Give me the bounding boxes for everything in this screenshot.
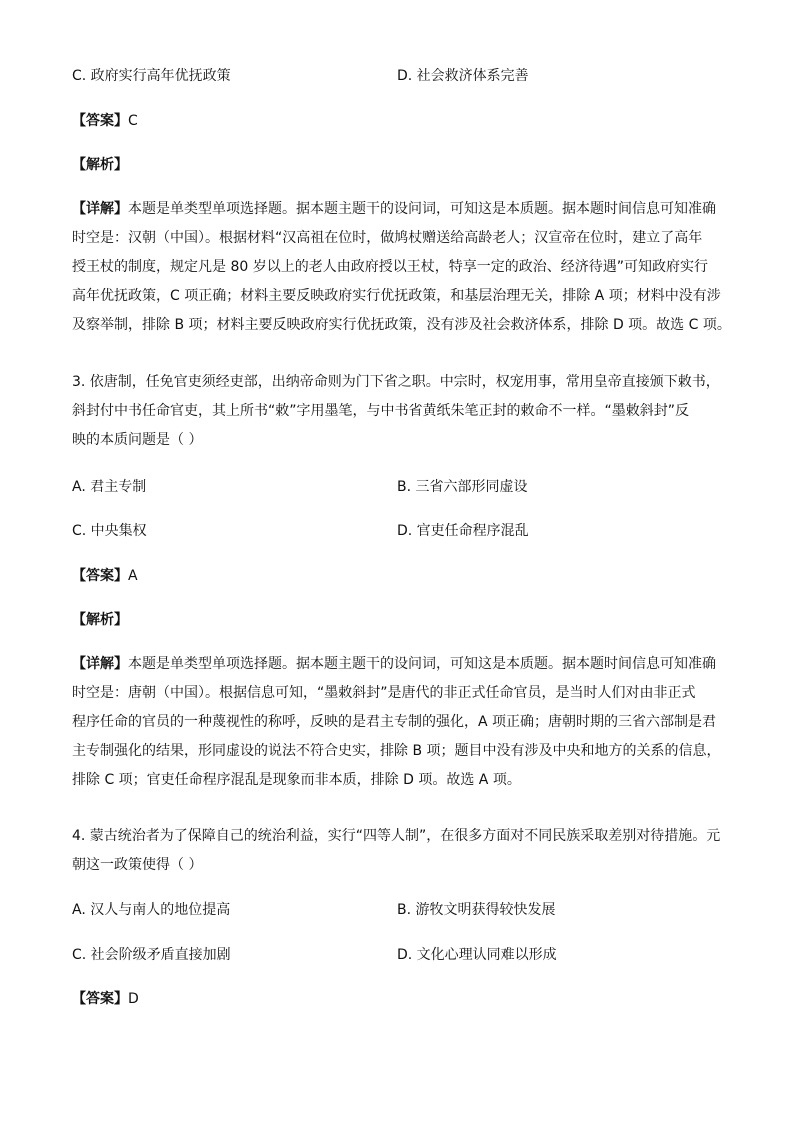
answer-value: A xyxy=(128,568,138,584)
detail-line: 程序任命的官员的一种蔑视性的称呼，反映的是君主专制的强化，A 项正确；唐朝时期的三省六部制是君 xyxy=(72,714,717,730)
option-d: D. 官吏任命程序混乱 xyxy=(397,523,529,539)
option-a: A. 汉人与南人的地位提高 xyxy=(72,902,231,918)
answer-line xyxy=(72,990,722,1008)
answer-tag: 【答案】 xyxy=(72,991,128,1007)
question-line: 朝这一政策使得（ ） xyxy=(72,857,203,873)
option-c: C. 社会阶级矛盾直接加剧 xyxy=(72,947,231,963)
detail-line: 时空是：唐朝（中国）。根据信息可知，“墨敕斜封”是唐代的非正式任命官员，是当时人们对由非正式 xyxy=(72,685,696,701)
question-line: 4. 蒙古统治者为了保障自己的统治利益，实行“四等人制”，在很多方面对不同民族采取差别对待措施。元 xyxy=(72,828,721,844)
detail-line: 及察举制，排除 B 项；材料主要反映政府实行优抚政策，没有涉及社会救济体系，排除 D 项。故选 C 项。 xyxy=(72,317,731,333)
detail-line: 主专制强化的结果，形同虚设的说法不符合史实，排除 B 项；题目中没有涉及中央和地方的关系的信息， xyxy=(72,743,721,759)
option-a: A. 君主专制 xyxy=(72,479,147,495)
option-c: C. 中央集权 xyxy=(72,523,147,539)
question-line: 3. 依唐制，任免官吏须经吏部，出纳帝命则为门下省之职。中宗时，权宠用事，常用皇帝直接颁下敕书， xyxy=(72,374,720,390)
analysis-tag: 【解析】 xyxy=(72,157,128,173)
detail-line: 高年优抚政策，C 项正确；材料主要反映政府实行优抚政策，和基层治理无关，排除 A 项；材料中没有涉 xyxy=(72,288,721,304)
analysis-tag: 【解析】 xyxy=(72,612,128,628)
answer-tag: 【答案】 xyxy=(72,113,128,129)
analysis-heading xyxy=(72,156,722,174)
detail-line: 【详解】本题是单类型单项选择题。据本题主题干的设问词，可知这是本质题。据本题时间信息可知准确 xyxy=(72,201,716,217)
option-d: D. 文化心理认同难以形成 xyxy=(397,947,557,963)
detail-line: 时空是：汉朝（中国）。根据材料“汉高祖在位时，做鸠杖赠送给高龄老人；汉宣帝在位时，建立了高年 xyxy=(72,230,703,246)
detail-paragraph xyxy=(72,195,731,340)
answer-value: C xyxy=(128,113,138,129)
detail-line: 【详解】本题是单类型单项选择题。据本题主题干的设问词，可知这是本质题。据本题时间信息可知准确 xyxy=(72,656,716,672)
answer-value: D xyxy=(128,991,139,1007)
detail-line: 排除 C 项；官吏任命程序混乱是现象而非本质，排除 D 项。故选 A 项。 xyxy=(72,772,521,788)
detail-line: 授王杖的制度，规定凡是 80 岁以上的老人由政府授以王杖，特享一定的政治、经济待遇”可知政府实行 xyxy=(72,259,708,275)
answer-line xyxy=(72,567,722,585)
option-c: C. 政府实行高年优抚政策 xyxy=(72,68,231,84)
answer-line xyxy=(72,112,722,130)
answer-tag: 【答案】 xyxy=(72,568,128,584)
question-line: 映的本质问题是（ ） xyxy=(72,432,203,448)
option-d: D. 社会救济体系完善 xyxy=(397,68,529,84)
detail-paragraph xyxy=(72,650,724,795)
option-b: B. 游牧文明获得较快发展 xyxy=(397,902,556,918)
question-4-stem xyxy=(72,822,724,880)
question-line: 斜封付中书任命官吏，其上所书“敕”字用墨笔，与中书省黄纸朱笔正封的敕命不一样。“墨敕斜封”反 xyxy=(72,403,690,419)
option-b: B. 三省六部形同虚设 xyxy=(397,479,528,495)
detail-tag: 【详解】 xyxy=(72,201,128,217)
detail-tag: 【详解】 xyxy=(72,656,128,672)
analysis-heading xyxy=(72,611,722,629)
question-3-stem xyxy=(72,368,724,455)
